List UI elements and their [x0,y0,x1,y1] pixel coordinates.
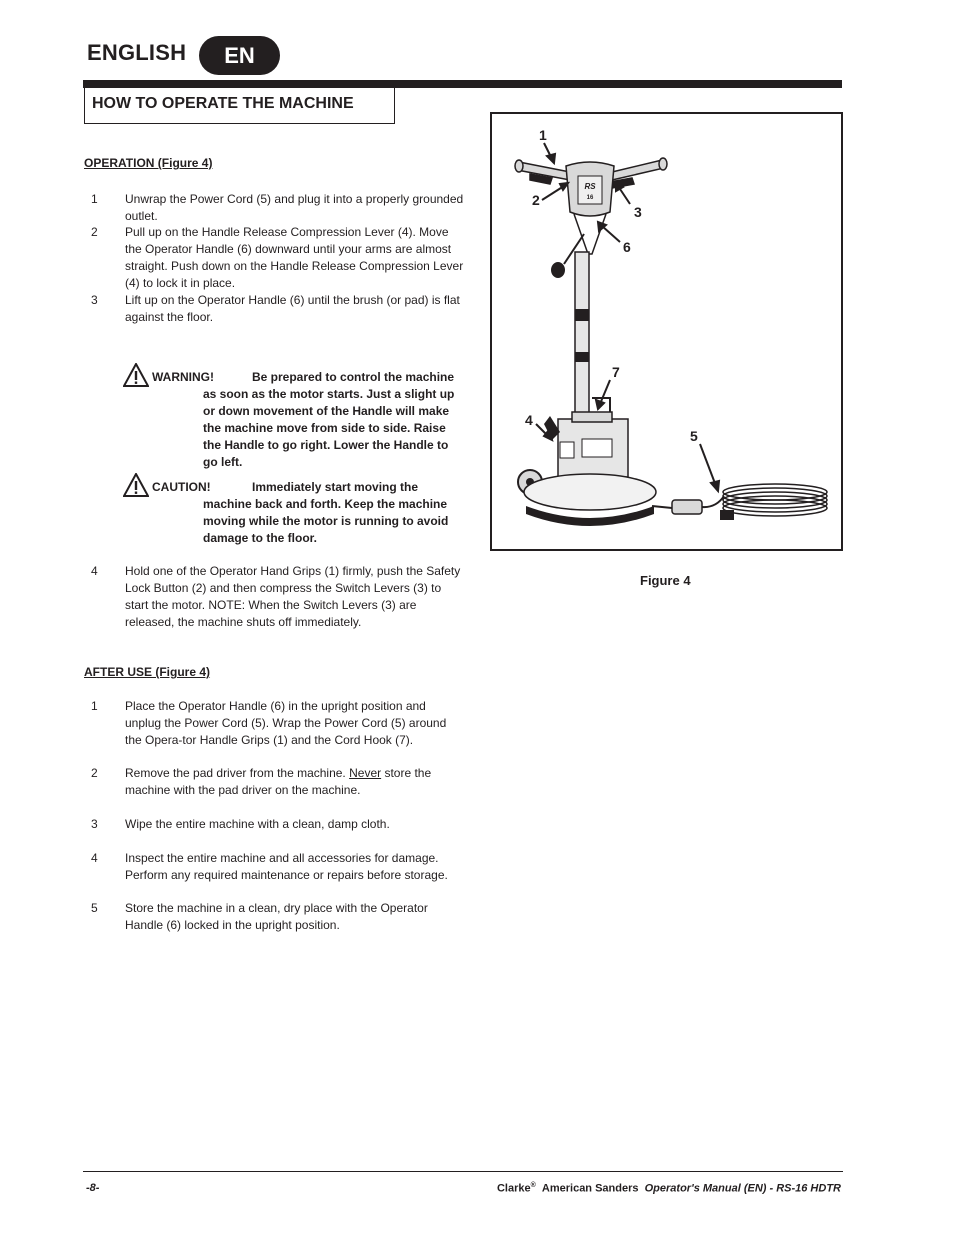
language-code-badge: EN [199,36,280,75]
step-number: 5 [91,901,98,915]
callout-2: 2 [532,192,540,208]
figure-frame [490,112,843,551]
step-text: Inspect the entire machine and all accessories for damage. Perform any required maintenance or repairs before storage. [125,851,448,882]
warning-text-first-line: Be prepared to control the machine [252,370,455,384]
callout-1: 1 [539,127,547,143]
step-text: Store the machine in a clean, dry place with the Operator Handle (6) locked in the upright position. [125,901,428,932]
step-number: 4 [91,564,98,578]
step-text: Unwrap the Power Cord (5) and plug it into a properly grounded outlet. [125,192,464,223]
caution-label: CAUTION! [152,480,211,494]
callout-6: 6 [623,239,631,255]
page-number: -8- [86,1182,100,1194]
footer-company: American Sanders [541,1182,639,1195]
handle-logo-text: RS [584,182,596,191]
step-text-part: store the machine with the pad driver on the machine. [125,766,432,797]
caution-triangle-icon [123,473,149,497]
footer-registered-mark: ® [530,1182,536,1189]
warning-text: as soon as the motor starts. Just a slight up or down movement of the Handle will make the machine move from side to side. Raise the Handle to go right. Lower the Handle to go left. [203,387,455,469]
footer-brand: Clarke [496,1182,531,1195]
step-number: 2 [91,766,98,780]
step-number: 1 [91,192,98,206]
handle-logo-subtext: 16 [586,195,594,201]
language-title: ENGLISH [87,40,187,65]
step-text: Lift up on the Operator Handle (6) until the brush (or pad) is flat against the floor. [125,293,460,324]
after-use-heading: AFTER USE (Figure 4) [84,665,211,679]
step-text: Wipe the entire machine with a clean, damp cloth. [125,817,390,831]
floor-machine-illustration [492,114,841,549]
step-text-part: Remove the pad driver from the machine. [125,766,350,780]
caution-text: machine back and forth. Keep the machine moving while the motor is running to avoid damage to the floor. [203,497,449,545]
step-number: 3 [91,293,98,307]
step-number: 3 [91,817,98,831]
warning-notice [123,369,463,469]
section-title: HOW TO OPERATE THE MACHINE [84,88,395,124]
header-rule [83,80,842,88]
step-text: Place the Operator Handle (6) in the upright position and unplug the Power Cord (5). Wrap the Power Cord (5) around the Opera-tor Handle Grips (1) and the Cord Hook (7). [125,699,447,747]
figure-caption: Figure 4 [640,573,691,588]
callout-5: 5 [690,428,698,444]
callout-3: 3 [634,204,642,220]
step-number: 4 [91,851,98,865]
step-text: Hold one of the Operator Hand Grips (1) firmly, push the Safety Lock Button (2) and then compress the Switch Levers (3) to start the motor. NOTE: When the Switch Levers (3) are released, the machine shuts off immediately. [125,564,461,629]
warning-label: WARNING! [152,370,214,384]
step-text-emphasis: Never [349,766,382,780]
step-text [125,765,465,799]
callout-7: 7 [612,364,620,380]
step-number: 1 [91,699,98,713]
warning-triangle-icon [123,363,149,387]
footer-text [497,1182,841,1195]
step-number: 2 [91,225,98,239]
operation-heading: OPERATION (Figure 4) [84,156,213,170]
footer-rule [83,1171,843,1172]
callout-4: 4 [525,412,533,428]
caution-notice [123,479,463,551]
step-text: Pull up on the Handle Release Compression Lever (4). Move the Operator Handle (6) downward until your arms are almost straight. Push down on the Handle Release Compression Lever (4) to lock it in place. [125,225,464,290]
footer-manual-title: Operator's Manual (EN) - RS-16 HDTR [644,1182,841,1195]
caution-text-first-line: Immediately start moving the [252,480,419,494]
